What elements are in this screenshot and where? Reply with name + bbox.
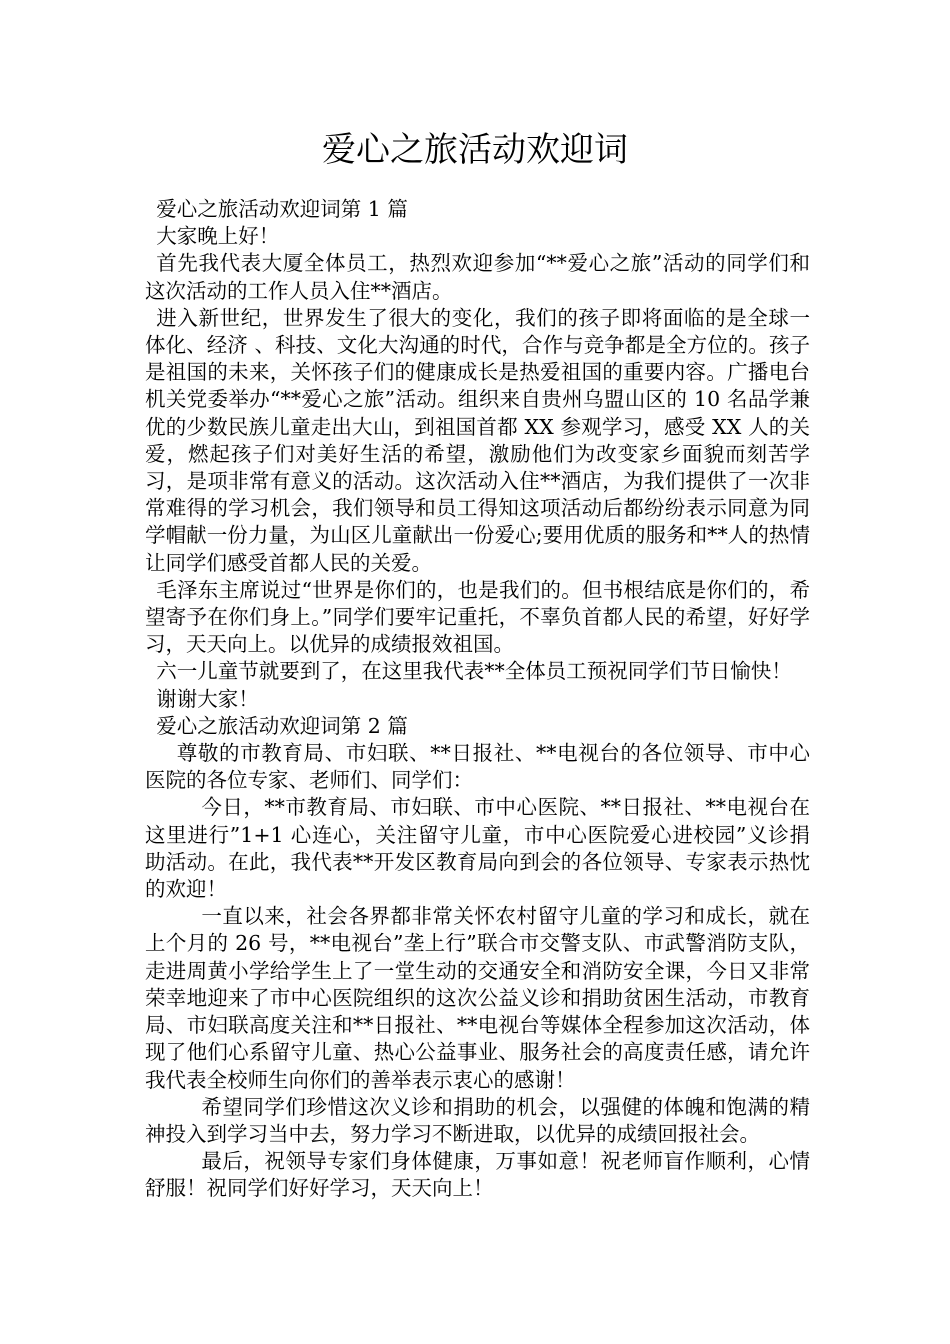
body-paragraph: 今日，**市教育局、市妇联、市中心医院、**日报社、**电视台在这里进行”1+1 心连心，关注留守儿童，市中心医院爱心进校园”义诊捐助活动。在此，我代表**开发区教育局向到会的各位领导、专家表示热忱的欢迎！ [145, 795, 810, 902]
document-title: 爱心之旅活动欢迎词 [322, 130, 628, 170]
section-1-heading: 爱心之旅活动欢迎词第 1 篇 [156, 197, 408, 221]
section-2-heading: 爱心之旅活动欢迎词第 2 篇 [156, 713, 408, 738]
closing-paragraph: 最后，祝领导专家们身体健康，万事如意！祝老师盲作顺利，心情舒服！祝同学们好好学习，天天向上！ [145, 1149, 810, 1201]
body-paragraph: 六一儿童节就要到了，在这里我代表**全体员工预祝同学们节日愉快！ [156, 659, 792, 684]
body-paragraph: 进入新世纪，世界发生了很大的变化，我们的孩子即将面临的是全球一体化、经济 、科技、文化大沟通的时代，合作与竞争都是全方位的。孩子是祖国的未来，关怀孩子们的健康成长是热爱祖国的重要内容。广播电台机关党委举办“**爱心之旅”活动。组织来自贵州乌盟山区的 10 名品学兼优的少数民族儿童走出大山，到祖国首都 XX 参观学习，感受 XX 人的关爱，燃起孩子们对美好生活的希望，激励他们为改变家乡面貌而刻苦学习，是项非常有意义的活动。这次活动入住**酒店，为我们提供了一次非常难得的学习机会，我们领导和员工得知这项活动后都纷纷表示同意为同学帽献一份力量，为山区儿童献出一份爱心;要用优质的服务和**人的热情让同学们感受首都人民的关爱。 [145, 305, 810, 575]
body-paragraph: 首先我代表大厦全体员工，热烈欢迎参加“**爱心之旅”活动的同学们和这次活动的工作人员入住**酒店。 [145, 251, 810, 303]
document-body [145, 196, 810, 1203]
greeting-paragraph: 大家晚上好！ [156, 224, 280, 249]
body-paragraph: 毛泽东主席说过“世界是你们的，也是我们的。但书根结底是你们的，希望寄予在你们身上。”同学们要牢记重托，不辜负首都人民的希望，好好学习，天天向上。以优异的成绩报效祖国。 [145, 577, 810, 657]
closing-paragraph: 谢谢大家！ [156, 686, 259, 711]
body-paragraph: 希望同学们珍惜这次义诊和捐助的机会，以强健的体魄和饱满的精神投入到学习当中去，努力学习不断进取，以优异的成绩回报社会。 [145, 1094, 810, 1146]
salutation-paragraph: 尊敬的市教育局、市妇联、**日报社、**电视台的各位领导、市中心医院的各位专家、老师们、同学们： [145, 741, 810, 793]
body-paragraph: 一直以来，社会各界都非常关怀农村留守儿童的学习和成长，就在上个月的 26 号，**电视台”垄上行”联合市交警支队、市武警消防支队，走进周黄小学给学生上了一堂生动的交通安全和消防安全课，今日又非常荣幸地迎来了市中心医院组织的这次公益义诊和捐助贫困生活动，市教育局、市妇联高度关注和**日报社、**电视台等媒体全程参加这次活动，体现了他们心系留守儿童、热心公益事业、服务社会的高度责任感，请允许我代表全校师生向你们的善举表示衷心的感谢！ [145, 904, 810, 1092]
